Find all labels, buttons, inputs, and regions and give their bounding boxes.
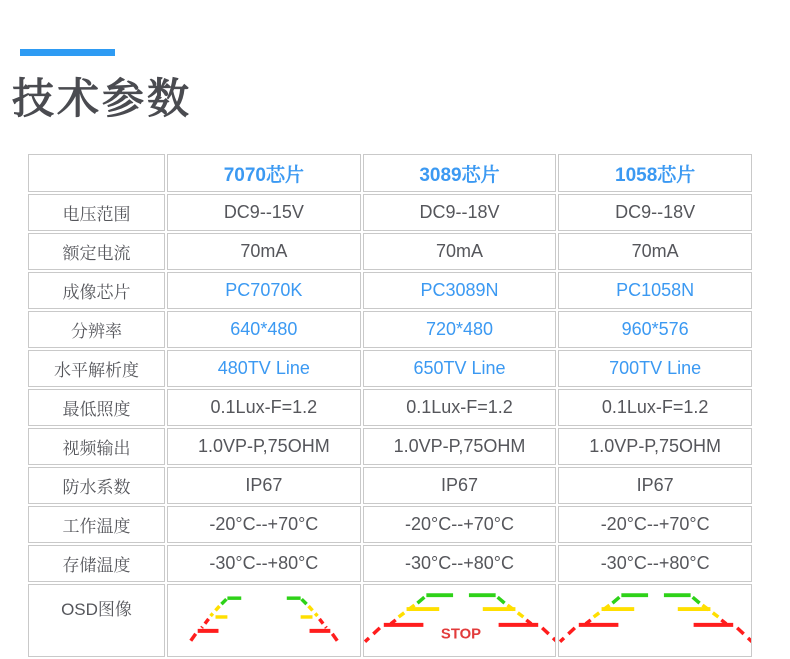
table-row xyxy=(28,467,752,504)
parking-guidelines-graphic xyxy=(168,585,361,645)
table-row xyxy=(28,428,752,465)
column-header-7070: 7070芯片 xyxy=(167,154,361,192)
cell-value: -30°C--+80°C xyxy=(167,545,361,582)
cell-value: -20°C--+70°C xyxy=(167,506,361,543)
table-row xyxy=(28,194,752,231)
table-row xyxy=(28,389,752,426)
cell-value: IP67 xyxy=(558,467,752,504)
column-header-3089: 3089芯片 xyxy=(363,154,557,192)
cell-value: PC1058N xyxy=(558,272,752,309)
cell-value: 0.1Lux-F=1.2 xyxy=(167,389,361,426)
stop-label: STOP xyxy=(440,626,481,643)
row-label: 最低照度 xyxy=(28,389,165,426)
cell-value: 1.0VP-P,75OHM xyxy=(363,428,557,465)
table-row xyxy=(28,545,752,582)
cell-value: IP67 xyxy=(363,467,557,504)
spec-table xyxy=(26,152,754,659)
row-label: 工作温度 xyxy=(28,506,165,543)
cell-value: 700TV Line xyxy=(558,350,752,387)
table-row xyxy=(28,350,752,387)
row-label: OSD图像 xyxy=(28,584,165,657)
page-title: 技术参数 xyxy=(12,75,193,122)
cell-value: 1.0VP-P,75OHM xyxy=(167,428,361,465)
cell-value: 480TV Line xyxy=(167,350,361,387)
cell-value: 70mA xyxy=(558,233,752,270)
row-label: 成像芯片 xyxy=(28,272,165,309)
cell-value: 640*480 xyxy=(167,311,361,348)
cell-value: 650TV Line xyxy=(363,350,557,387)
cell-value: -20°C--+70°C xyxy=(558,506,752,543)
cell-value: PC3089N xyxy=(363,272,557,309)
cell-value: 720*480 xyxy=(363,311,557,348)
table-row xyxy=(28,233,752,270)
row-label: 视频输出 xyxy=(28,428,165,465)
cell-value: 70mA xyxy=(167,233,361,270)
row-label: 电压范围 xyxy=(28,194,165,231)
parking-guidelines-graphic xyxy=(559,585,752,645)
corner-cell xyxy=(28,154,165,192)
cell-value: -30°C--+80°C xyxy=(363,545,557,582)
row-label: 水平解析度 xyxy=(28,350,165,387)
parking-guidelines-stop-graphic xyxy=(364,585,557,645)
table-row xyxy=(28,272,752,309)
cell-value: DC9--18V xyxy=(363,194,557,231)
title-accent-bar xyxy=(20,49,115,56)
table-row xyxy=(28,311,752,348)
row-label: 存储温度 xyxy=(28,545,165,582)
cell-value: -30°C--+80°C xyxy=(558,545,752,582)
cell-value: DC9--15V xyxy=(167,194,361,231)
row-label: 分辨率 xyxy=(28,311,165,348)
row-label: 额定电流 xyxy=(28,233,165,270)
table-header-row xyxy=(28,154,752,192)
cell-value: 960*576 xyxy=(558,311,752,348)
cell-value: -20°C--+70°C xyxy=(363,506,557,543)
cell-value: PC7070K xyxy=(167,272,361,309)
cell-value: DC9--18V xyxy=(558,194,752,231)
cell-value: 70mA xyxy=(363,233,557,270)
column-header-1058: 1058芯片 xyxy=(558,154,752,192)
table-row xyxy=(28,506,752,543)
cell-value: 0.1Lux-F=1.2 xyxy=(363,389,557,426)
row-label: 防水系数 xyxy=(28,467,165,504)
cell-value: IP67 xyxy=(167,467,361,504)
cell-value: 0.1Lux-F=1.2 xyxy=(558,389,752,426)
cell-value: 1.0VP-P,75OHM xyxy=(558,428,752,465)
